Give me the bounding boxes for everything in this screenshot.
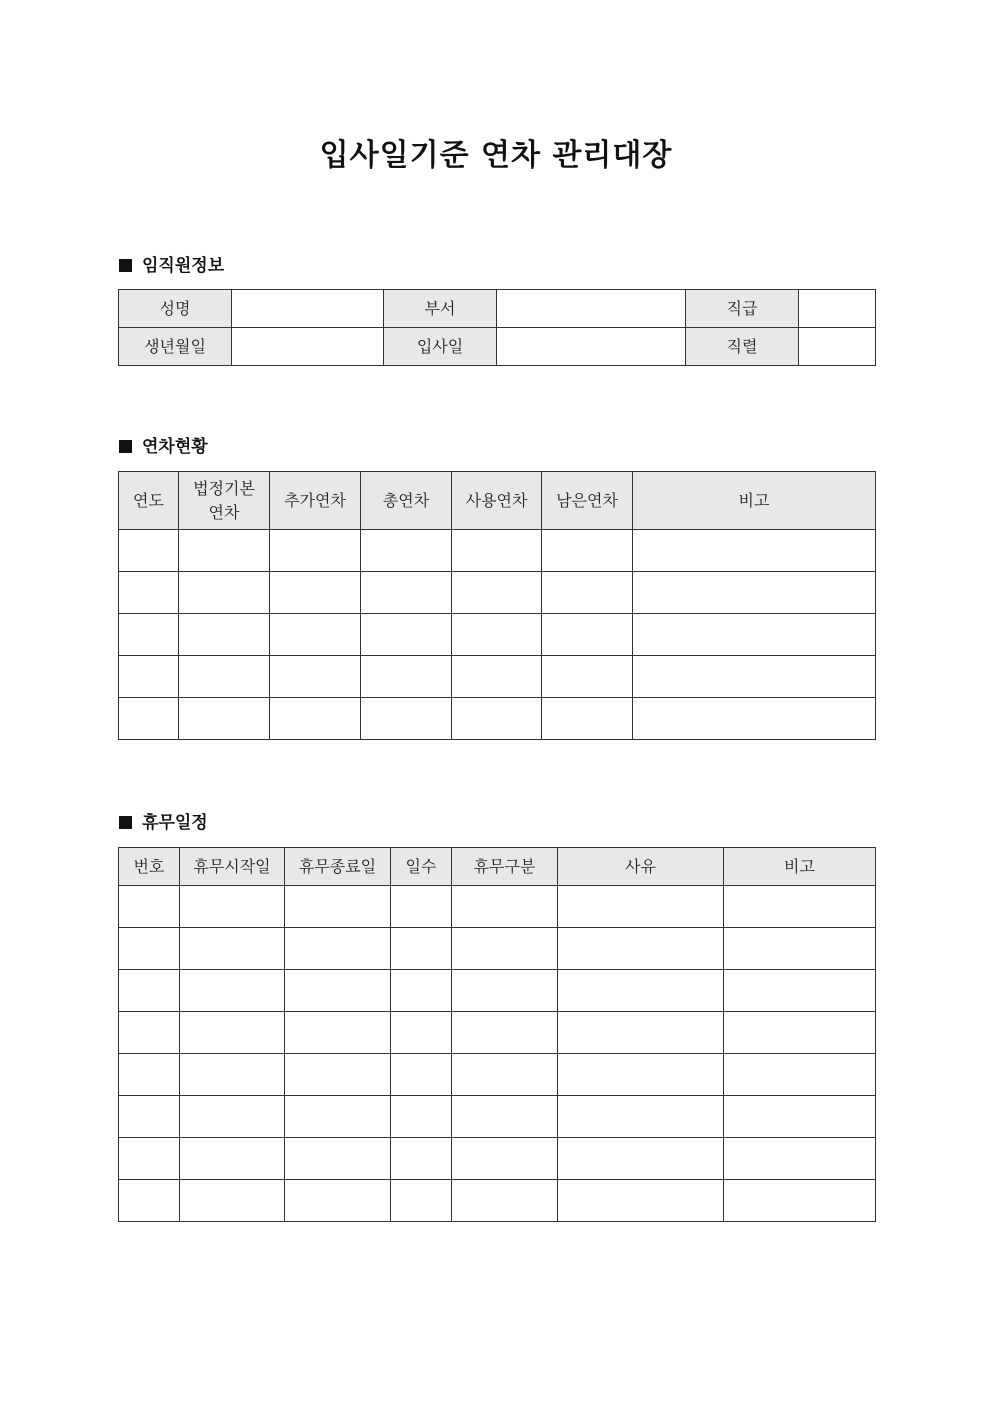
table-cell[interactable] (119, 970, 180, 1012)
column-header: 추가연차 (270, 472, 361, 530)
table-row (119, 614, 876, 656)
table-cell[interactable] (452, 614, 542, 656)
table-cell[interactable] (179, 572, 270, 614)
table-cell[interactable] (542, 656, 633, 698)
hire-date-field[interactable] (497, 328, 686, 366)
table-cell[interactable] (119, 530, 179, 572)
job-series-field[interactable] (799, 328, 876, 366)
label-job-series: 직렬 (686, 328, 799, 366)
table-cell[interactable] (361, 572, 452, 614)
table-row (119, 1012, 876, 1054)
label-position: 직급 (686, 290, 799, 328)
document-title: 입사일기준 연차 관리대장 (319, 138, 673, 173)
table-cell[interactable] (633, 572, 876, 614)
table-cell[interactable] (180, 886, 285, 928)
section-title: 휴무일정 (142, 813, 208, 833)
table-cell[interactable] (270, 530, 361, 572)
table-cell[interactable] (724, 1012, 876, 1054)
table-row (119, 970, 876, 1012)
table-cell[interactable] (391, 1012, 452, 1054)
table-cell[interactable] (285, 928, 391, 970)
table-cell[interactable] (452, 928, 558, 970)
column-header: 총연차 (361, 472, 452, 530)
table-cell[interactable] (558, 970, 724, 1012)
table-cell[interactable] (452, 1054, 558, 1096)
table-cell[interactable] (180, 1012, 285, 1054)
column-header: 연도 (119, 472, 179, 530)
table-cell[interactable] (270, 614, 361, 656)
table-cell[interactable] (285, 1138, 391, 1180)
table-cell[interactable] (724, 1054, 876, 1096)
table-cell[interactable] (391, 1138, 452, 1180)
table-cell[interactable] (558, 1138, 724, 1180)
label-birthdate: 생년월일 (119, 328, 232, 366)
table-row (119, 572, 876, 614)
absence-schedule-table (118, 847, 876, 1222)
table-cell[interactable] (119, 698, 179, 740)
table-cell[interactable] (361, 614, 452, 656)
table-cell[interactable] (285, 970, 391, 1012)
table-cell[interactable] (285, 886, 391, 928)
table-cell[interactable] (180, 1138, 285, 1180)
table-cell[interactable] (391, 886, 452, 928)
table-row (119, 530, 876, 572)
table-cell[interactable] (270, 698, 361, 740)
section-title: 임직원정보 (142, 256, 225, 276)
table-cell[interactable] (724, 1138, 876, 1180)
section-title: 연차현황 (142, 437, 208, 457)
table-cell[interactable] (361, 530, 452, 572)
column-header: 비고 (724, 848, 876, 886)
table-header-row (119, 472, 876, 530)
table-row (119, 1180, 876, 1222)
table-cell[interactable] (361, 698, 452, 740)
table-row (119, 1054, 876, 1096)
table-cell[interactable] (119, 1096, 180, 1138)
table-cell[interactable] (558, 928, 724, 970)
section-heading-absence-schedule (119, 811, 208, 835)
column-header: 사용연차 (452, 472, 542, 530)
table-cell[interactable] (724, 886, 876, 928)
leave-status-table (118, 471, 876, 740)
table-cell[interactable] (361, 656, 452, 698)
table-cell[interactable] (180, 1054, 285, 1096)
table-cell[interactable] (285, 1012, 391, 1054)
column-header: 남은연차 (542, 472, 633, 530)
section-heading-employee-info (119, 254, 224, 278)
table-row (119, 328, 876, 366)
column-header: 사유 (558, 848, 724, 886)
table-cell[interactable] (180, 970, 285, 1012)
table-cell[interactable] (452, 1138, 558, 1180)
name-field[interactable] (232, 290, 384, 328)
column-header: 휴무종료일 (285, 848, 391, 886)
label-hire-date: 입사일 (384, 328, 497, 366)
department-field[interactable] (497, 290, 686, 328)
table-cell[interactable] (285, 1096, 391, 1138)
table-cell[interactable] (452, 1012, 558, 1054)
table-cell[interactable] (391, 970, 452, 1012)
label-department: 부서 (384, 290, 497, 328)
table-cell[interactable] (724, 1180, 876, 1222)
table-cell[interactable] (633, 698, 876, 740)
employee-info-table (118, 289, 876, 366)
table-cell[interactable] (119, 1054, 180, 1096)
column-header: 비고 (633, 472, 876, 530)
table-header-row (119, 848, 876, 886)
column-header: 일수 (391, 848, 452, 886)
column-header: 법정기본 연차 (179, 472, 270, 530)
table-cell[interactable] (558, 886, 724, 928)
table-cell[interactable] (452, 530, 542, 572)
table-cell[interactable] (633, 614, 876, 656)
table-cell[interactable] (119, 614, 179, 656)
table-cell[interactable] (452, 970, 558, 1012)
column-header: 번호 (119, 848, 180, 886)
table-cell[interactable] (452, 1180, 558, 1222)
square-bullet-icon (119, 816, 132, 829)
table-cell[interactable] (270, 656, 361, 698)
table-cell[interactable] (119, 572, 179, 614)
table-cell[interactable] (558, 1012, 724, 1054)
position-field[interactable] (799, 290, 876, 328)
table-cell[interactable] (558, 1096, 724, 1138)
table-cell[interactable] (119, 656, 179, 698)
birthdate-field[interactable] (232, 328, 384, 366)
table-cell[interactable] (180, 1180, 285, 1222)
table-cell[interactable] (391, 1096, 452, 1138)
table-cell[interactable] (119, 928, 180, 970)
table-cell[interactable] (285, 1180, 391, 1222)
table-cell[interactable] (724, 1096, 876, 1138)
table-cell[interactable] (452, 886, 558, 928)
square-bullet-icon (119, 440, 132, 453)
table-cell[interactable] (391, 928, 452, 970)
table-cell[interactable] (542, 698, 633, 740)
table-cell[interactable] (179, 530, 270, 572)
table-cell[interactable] (180, 928, 285, 970)
table-row (119, 1096, 876, 1138)
table-cell[interactable] (179, 656, 270, 698)
table-cell[interactable] (270, 572, 361, 614)
table-row (119, 928, 876, 970)
table-cell[interactable] (179, 614, 270, 656)
table-cell[interactable] (724, 928, 876, 970)
label-name: 성명 (119, 290, 232, 328)
column-header: 휴무구분 (452, 848, 558, 886)
table-cell[interactable] (542, 530, 633, 572)
table-cell[interactable] (633, 656, 876, 698)
table-cell[interactable] (452, 572, 542, 614)
table-row (119, 1138, 876, 1180)
table-row (119, 290, 876, 328)
table-cell[interactable] (558, 1180, 724, 1222)
table-row (119, 656, 876, 698)
section-heading-leave-status (119, 435, 208, 459)
table-cell[interactable] (391, 1180, 452, 1222)
table-cell[interactable] (452, 656, 542, 698)
table-cell[interactable] (180, 1096, 285, 1138)
table-cell[interactable] (179, 698, 270, 740)
table-cell[interactable] (119, 1138, 180, 1180)
table-cell[interactable] (542, 614, 633, 656)
table-cell[interactable] (633, 530, 876, 572)
table-cell[interactable] (452, 1096, 558, 1138)
table-cell[interactable] (119, 1180, 180, 1222)
table-cell[interactable] (119, 1012, 180, 1054)
table-cell[interactable] (285, 1054, 391, 1096)
table-cell[interactable] (391, 1054, 452, 1096)
table-cell[interactable] (119, 886, 180, 928)
table-row (119, 886, 876, 928)
table-row (119, 698, 876, 740)
square-bullet-icon (119, 259, 132, 272)
table-cell[interactable] (558, 1054, 724, 1096)
table-cell[interactable] (542, 572, 633, 614)
table-cell[interactable] (452, 698, 542, 740)
table-cell[interactable] (724, 970, 876, 1012)
column-header: 휴무시작일 (180, 848, 285, 886)
